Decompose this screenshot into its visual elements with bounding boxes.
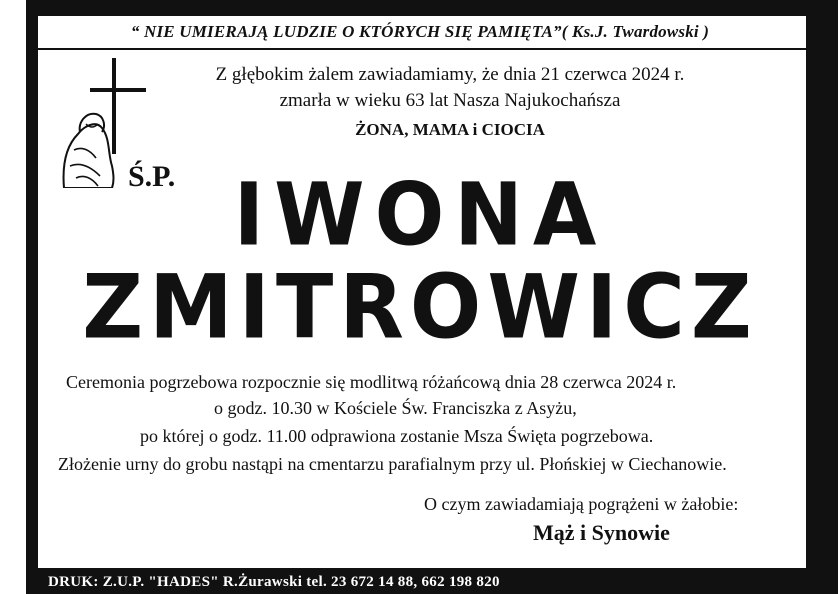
ceremony-line-2: o godz. 10.30 w Kościele Św. Franciszka z Asyżu, (214, 398, 577, 418)
printer-footer: DRUK: Z.U.P. "HADES" R.Żurawski tel. 23 672 14 88, 662 198 820 (48, 574, 500, 590)
announcement-line-2: zmarła w wieku 63 lat Nasza Najukochańsza (279, 90, 621, 111)
motto-divider (36, 48, 808, 50)
memory-prefix: Ś.P. (128, 160, 176, 193)
notifying-line: O czym zawiadamiają pogrążeni w żałobie: (424, 494, 739, 514)
announcement-line-1: Z głębokim żalem zawiadamiamy, że dnia 21 czerwca 2024 r. (215, 64, 685, 85)
mourning-family: Mąż i Synowie (533, 520, 670, 545)
ceremony-line-3: po której o godz. 11.00 odprawiona zostanie Msza Święta pogrzebowa. (140, 426, 654, 446)
deceased-last-name: ZMITROWICZ (82, 255, 758, 359)
motto-quote: “ NIE UMIERAJĄ LUDZIE O KTÓRYCH SIĘ PAMIĘTA”( Ks.J. Twardowski ) (130, 22, 710, 41)
ceremony-line-1: Ceremonia pogrzebowa rozpocznie się modlitwą różańcową dnia 28 czerwca 2024 r. (66, 372, 677, 392)
deceased-first-name: IWONA (233, 165, 607, 266)
family-roles: ŻONA, MAMA i CIOCIA (355, 120, 545, 139)
ceremony-line-4: Złożenie urny do grobu nastąpi na cmentarzu parafialnym przy ul. Płońskiej w Ciechanowie. (58, 454, 727, 474)
